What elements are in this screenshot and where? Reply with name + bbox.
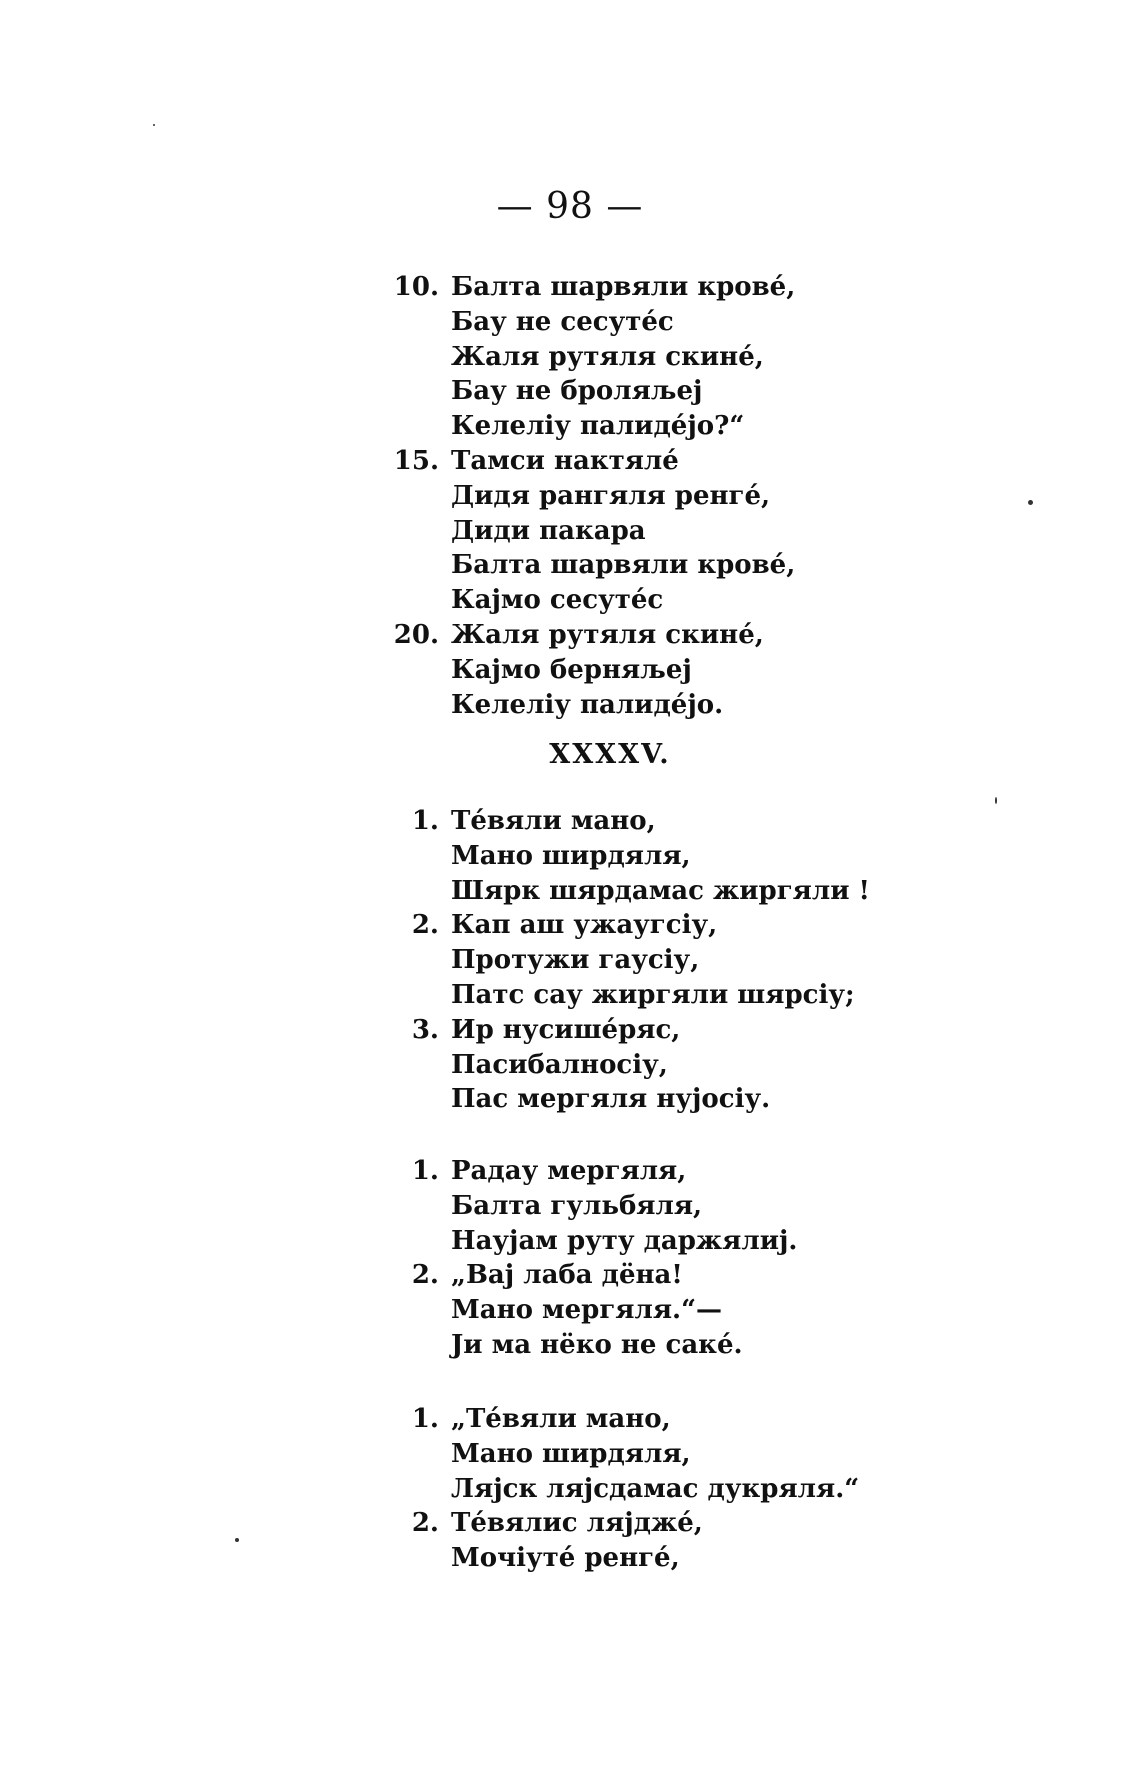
verse-line: Балта шарвяли крове́, [451, 550, 796, 581]
verse-line: Протужи гаусіу, [451, 945, 700, 976]
verse-line: Те́вяли мано, [451, 806, 656, 836]
verse-line: Жаля рутяля скине́, [451, 341, 764, 372]
scan-speck [995, 797, 997, 804]
verse-line: Бау не сесуте́с [451, 306, 674, 337]
verse-line: Бау не броляљеј [451, 376, 703, 407]
verse-line: Патс сау жиргяли шярсіу; [451, 980, 855, 1010]
verse-line: Кап аш ужаугсіу, [451, 910, 718, 941]
verse-line: Шярк шярдамас жиргяли ! [451, 875, 870, 906]
verse-line: Келеліу палиде́јо?“ [451, 411, 745, 442]
verse-line: Наујам руту даржялиј. [451, 1225, 798, 1256]
verse-line: Пасибалносіу, [451, 1049, 668, 1080]
line-number: 1. [411, 1156, 439, 1186]
verse-line: Дидя рангяля ренге́, [451, 480, 771, 511]
scan-speck [153, 124, 155, 126]
verse-line: Мано мергяля.“— [451, 1295, 723, 1326]
verse-line: Балта гульбяля, [451, 1190, 703, 1221]
section-heading: XXXXV. [549, 739, 671, 770]
verse-line: Кајмо берняљеј [451, 654, 692, 685]
line-number: 10. [393, 272, 439, 302]
verse-line: Ир нусише́ряс, [451, 1014, 681, 1045]
verse-line: „Вај лаба дёна! [451, 1260, 683, 1291]
verse-line: Мано ширдяля, [451, 1438, 691, 1469]
verse-line: Диди пакара [451, 515, 646, 546]
verse-line: Жаля рутяля скине́, [451, 620, 764, 650]
verse-line: Те́вялис ляјдже́, [451, 1508, 703, 1539]
line-number: 15. [393, 446, 439, 476]
scan-speck [1028, 500, 1033, 505]
line-number: 1. [411, 806, 439, 836]
line-number: 2. [411, 1508, 439, 1539]
scan-speck [235, 1538, 239, 1542]
verse-line: Балта шарвяли крове́, [451, 272, 796, 302]
verse-line: „Те́вяли мано, [451, 1404, 671, 1434]
line-number: 20. [393, 620, 439, 650]
verse-line: Тамси нактяле́ [451, 446, 679, 476]
verse-line: Ляјск ляјсдамас дукряля.“ [451, 1473, 860, 1504]
verse-line: Мочіуте́ ренге́, [451, 1543, 680, 1574]
verse-line: Мано ширдяля, [451, 840, 691, 871]
line-number: 3. [411, 1014, 439, 1045]
line-number: 2. [411, 1260, 439, 1291]
verse-line: Келеліу палиде́јо. [451, 689, 724, 720]
verse-line: Кајмо сесуте́с [451, 585, 664, 616]
verse-line: Радау мергяля, [451, 1156, 687, 1186]
line-number: 1. [411, 1404, 439, 1434]
line-number: 2. [411, 910, 439, 941]
page-number: — 98 — [496, 186, 644, 227]
verse-line: Ји ма нёко не саке́. [451, 1330, 743, 1360]
verse-line: Пас мергяля нујосіу. [451, 1084, 771, 1115]
